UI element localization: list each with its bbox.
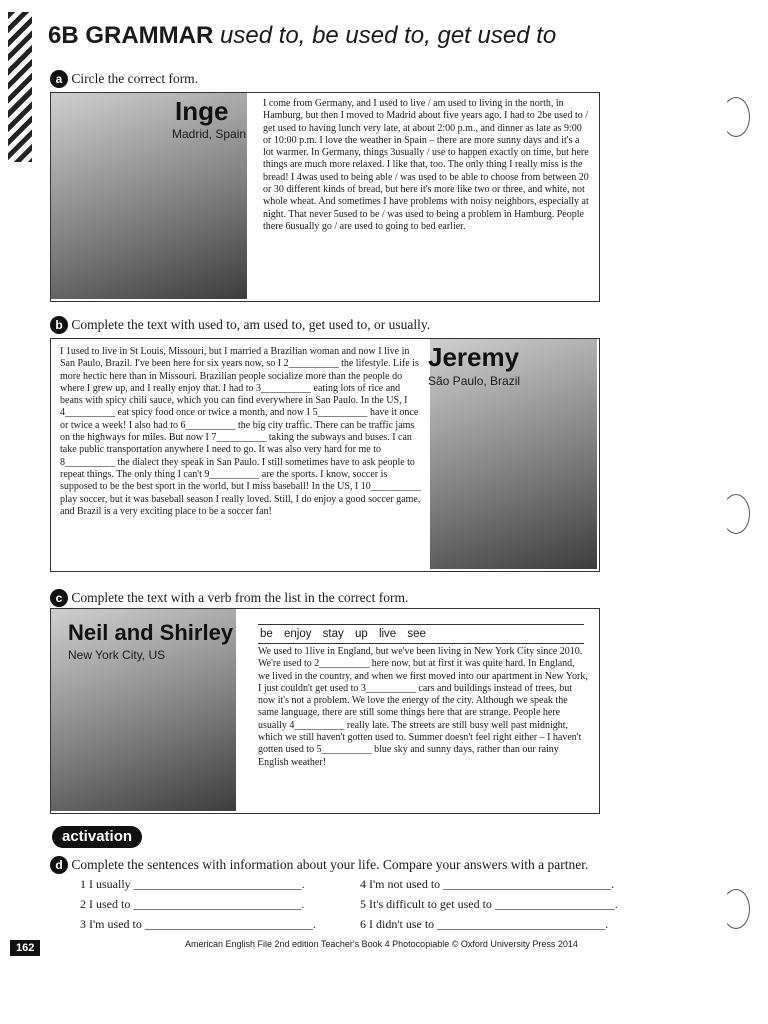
sentence-4: 4 I'm not used to ____________________________. xyxy=(360,877,615,891)
section-d-instruction: d Complete the sentences with information about your life. Compare your answers with a partner. xyxy=(50,856,588,874)
jeremy-place: São Paulo, Brazil xyxy=(428,374,521,388)
section-b-instruction: b Complete the text with used to, am used to, get used to, or usually. xyxy=(50,316,430,334)
section-c-instruction: c Complete the text with a verb from the list in the correct form. xyxy=(50,589,408,607)
sentences-left xyxy=(80,874,316,934)
page-number: 162 xyxy=(10,940,40,956)
section-a-marker: a xyxy=(50,70,68,88)
section-a-text: I come from Germany, and I used to live / am used to living in the north, in Hamburg, but then I moved to Madrid about five years ago. I had to 2be used to / get used to having lunch very late, at about 2:00 p.m., and dinner as late as 9:00 or 10:00 p.m. I love the weather in Spain – there are more sunny days and it's a lot warmer. In Germany, things 3usually / use to happen exactly on time, but here things are much more relaxed. I like that, too. The only thing I really miss is the bread! I 4was used to being able / was used to be able to choose from between 20 or 30 different kinds of bread, but here it's more like two or three, and white, not whole wheat. And sometimes I have problems with noisy neighbors, especially at night. That never 5used to be / was used to being a problem in Hamburg. People there 6usually go / are used to going to bed earlier. xyxy=(263,98,589,232)
sentence-1: 1 I usually ____________________________. xyxy=(80,877,305,891)
sentence-2: 2 I used to ____________________________. xyxy=(80,897,305,911)
grammar-topic: used to, be used to, get used to xyxy=(220,22,557,49)
section-c-marker: c xyxy=(50,589,68,607)
section-c-text: We used to 1live in England, but we've been living in New York City since 2010. We're used to 2__________ here now, but at first it was quite hard. In England, we lived in the country, and when we first moved into our apartment in New York, I just couldn't get used to 3__________ cars and buildings instead of trees, but now it's not a problem. We love the energy of the city. Although we speak the same language, there are still some things here that are strange. People here usually 4__________ really late. The streets are still busy well past midnight, which we still haven't gotten used to. Summer doesn't feel right either – I haven't gotten used to 5__________ blue sky and sunny days, rather than our rainy English weather! xyxy=(258,646,588,768)
section-a-instruction: a Circle the correct form. xyxy=(50,70,198,88)
punch-hole-middle xyxy=(722,494,750,534)
page-title xyxy=(48,22,556,50)
sentence-5: 5 It's difficult to get used to ____________________. xyxy=(360,897,618,911)
sentence-3: 3 I'm used to ____________________________. xyxy=(80,917,316,931)
lesson-label: 6B GRAMMAR xyxy=(48,22,214,49)
punch-hole-top xyxy=(722,97,750,137)
section-b-text: I 1used to live in St Louis, Missouri, but I married a Brazilian woman and now I live in San Paulo, Brazil. I've been here for six years now, so I 2__________ the lifestyle. Life is more hectic here than in Missouri. Brazilian people socialize more than the people do where I grew up, and I really enjoy that. I had to 3__________ eating lots of rice and beans with spicy chili sauce, which you can find everywhere in San Paulo. In the US, I 4__________ eat spicy food once or twice a month, and now I 5__________ have it once or twice a week! I also had to 6__________ the big city traffic. There can be traffic jams on the highways for miles. But now I 7__________ taking the subways and buses. I can take public transportation anywhere I need to go. It was also very hard for me to 8__________ the dialect they speak in San Paulo. I still sometimes have to ask people to repeat things. The only thing I can't 9__________ are the sports. I know, soccer is supposed to be the best sport in the world, but I miss baseball! In the US, I 10__________ play soccer, but it was baseball season I really loved. Still, I do enjoy a good soccer game, and Brazil is a very exciting place to be a soccer fan! xyxy=(60,346,421,517)
decorative-stripe xyxy=(8,12,32,162)
sentence-6: 6 I didn't use to ____________________________. xyxy=(360,917,609,931)
section-b-marker: b xyxy=(50,316,68,334)
inge-place: Madrid, Spain xyxy=(172,127,247,141)
sentences-right xyxy=(360,874,618,934)
jeremy-name: Jeremy xyxy=(428,342,520,372)
neil-shirley-place: New York City, US xyxy=(68,648,166,662)
neil-shirley-name: Neil and Shirley xyxy=(68,620,234,645)
inge-name: Inge xyxy=(175,96,229,126)
word-list: be enjoy stay up live see xyxy=(258,624,584,644)
section-d-marker: d xyxy=(50,856,68,874)
copyright-footer: American English File 2nd edition Teacher's Book 4 Photocopiable © Oxford University Press 2014 xyxy=(185,939,578,949)
punch-hole-bottom xyxy=(722,889,750,929)
activation-banner: activation xyxy=(52,826,142,848)
